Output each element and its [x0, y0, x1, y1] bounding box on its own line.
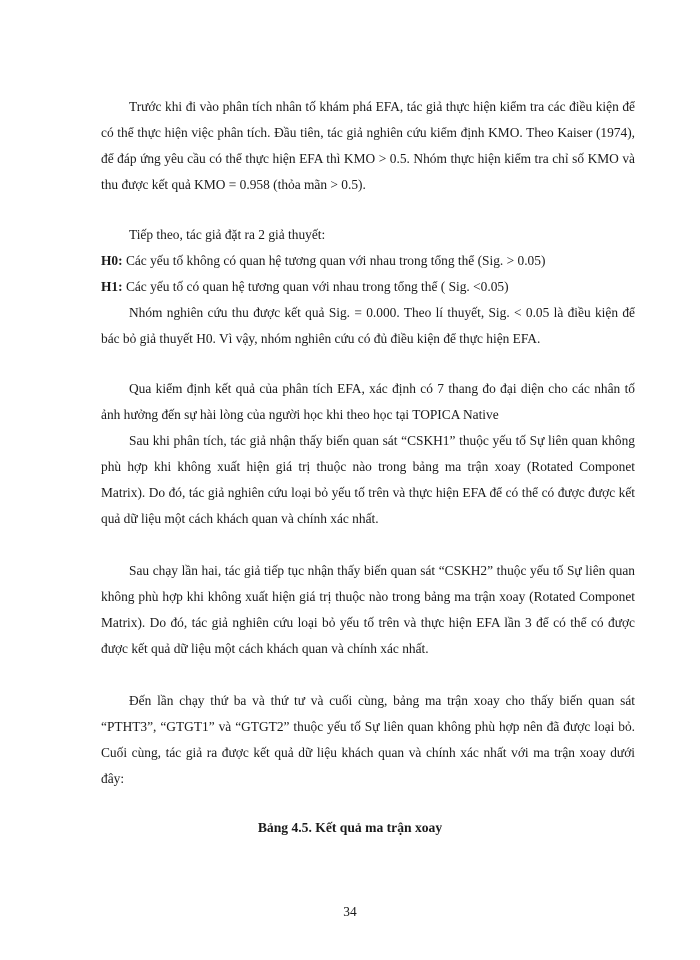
hypothesis-text: Các yếu tố không có quan hệ tương quan với nhau trong tổng thể (Sig. > 0.05)	[125, 253, 546, 268]
hypothesis-h1	[101, 274, 635, 300]
paragraph-sig-result: Nhóm nghiên cứu thu được kết quả Sig. = 0.000. Theo lí thuyết, Sig. < 0.05 là điều kiện để bác bỏ giả thuyết H0. Vì vậy, nhóm nghiên cứu có đủ điều kiện để thực hiện EFA.	[101, 305, 635, 346]
paragraph-hypotheses-intro: Tiếp theo, tác giả đặt ra 2 giả thuyết:	[129, 227, 326, 242]
paragraph-cskh1: Sau khi phân tích, tác giả nhận thấy biến quan sát “CSKH1” thuộc yếu tố Sự liên quan không phù hợp khi không xuất hiện giá trị thuộc nào trong bảng ma trận xoay (Rotated Componet Matrix). Do đó, tác giả nghiên cứu loại bỏ yếu tố trên và thực hiện EFA để có thể có được được kết quả dữ liệu một cách khách quan và chính xác nhất.	[101, 433, 635, 526]
hypothesis-h0	[101, 248, 635, 274]
paragraph-efa-intro: Trước khi đi vào phân tích nhân tố khám phá EFA, tác giả thực hiện kiểm tra các điều kiện để có thể thực hiện việc phân tích. Đầu tiên, tác giả nghiên cứu kiểm định KMO. Theo Kaiser (1974), để đáp ứng yêu cầu có thể thực hiện EFA thì KMO > 0.5. Nhóm thực hiện kiểm tra chỉ số KMO và thu được kết quả KMO = 0.958 (thỏa mãn > 0.5).	[101, 99, 635, 192]
hypothesis-text: Các yếu tố có quan hệ tương quan với nhau trong tổng thể ( Sig. <0.05)	[125, 279, 509, 294]
hypothesis-label: H1:	[101, 279, 123, 294]
paragraph-cskh2: Sau chạy lần hai, tác giả tiếp tục nhận thấy biến quan sát “CSKH2” thuộc yếu tố Sự liên quan không phù hợp khi không xuất hiện giá trị thuộc nào trong bảng ma trận xoay (Rotated Componet Matrix). Do đó, tác giả nghiên cứu loại bỏ yếu tố trên và thực hiện EFA lần 3 để có thể có được được kết quả dữ liệu một cách khách quan và chính xác nhất.	[101, 563, 635, 656]
paragraph-final-run: Đến lần chạy thứ ba và thứ tư và cuối cùng, bảng ma trận xoay cho thấy biến quan sát “PTHT3”, “GTGT1” và “GTGT2” thuộc yếu tố Sự liên quan không phù hợp nên đã được loại bỏ. Cuối cùng, tác giả ra được kết quả dữ liệu khách quan và chính xác nhất với ma trận xoay dưới đây:	[101, 693, 635, 786]
page-number: 34	[343, 904, 357, 919]
hypothesis-label: H0:	[101, 253, 123, 268]
table-caption: Bảng 4.5. Kết quả ma trận xoay	[257, 820, 443, 835]
paragraph-efa-scales: Qua kiểm định kết quả của phân tích EFA, xác định có 7 thang đo đại diện cho các nhân tố ảnh hưởng đến sự hài lòng của người học khi theo học tại TOPICA Native	[101, 381, 635, 422]
